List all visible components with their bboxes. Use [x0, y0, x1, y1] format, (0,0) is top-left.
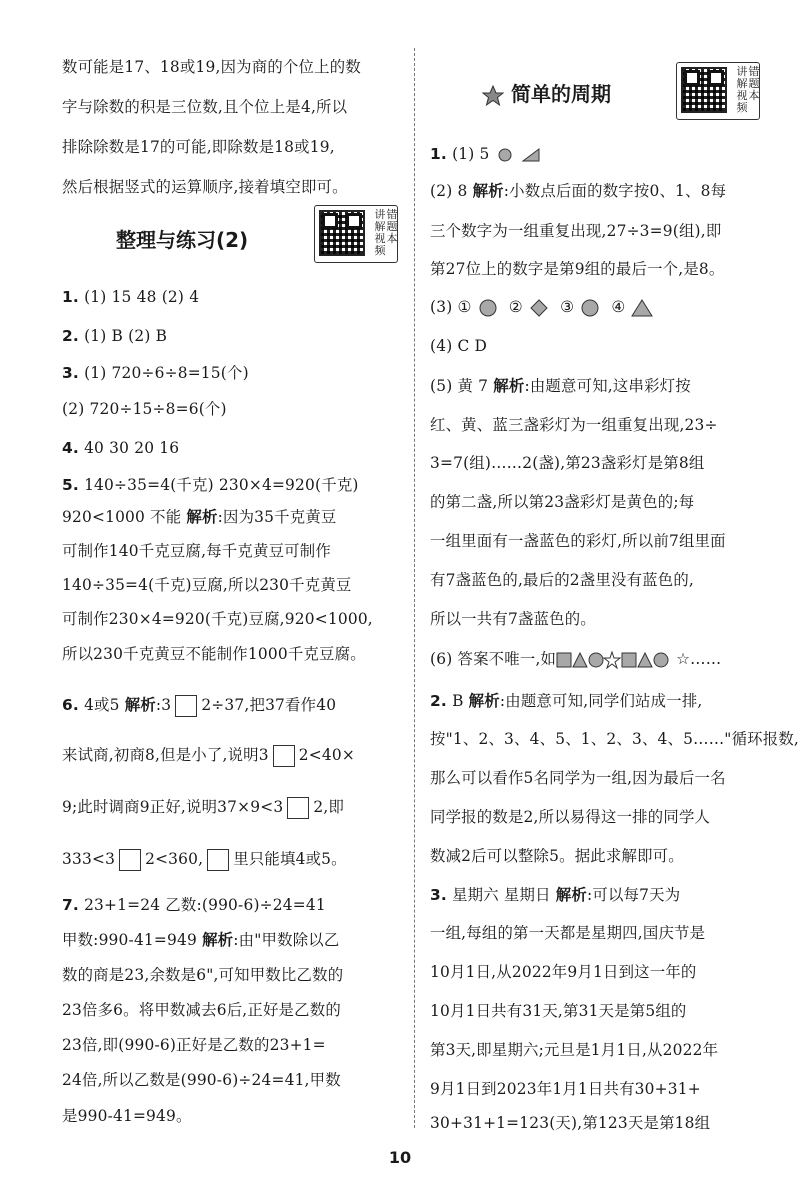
circle-icon — [477, 298, 499, 318]
analysis-line: 来试商,初商8,但是小了,说明3 2<40× — [62, 744, 355, 767]
analysis-line: 一组,每组的第一天都是星期四,国庆节是 — [430, 924, 706, 942]
answer-line: 6. 4或5 解析:3 2÷37,把37看作40 — [62, 694, 336, 717]
analysis-line: 9;此时调商9正好,说明37×9<3 2,即 — [62, 796, 344, 819]
section-title: 整理与练习(2) — [116, 228, 249, 252]
answer-line: 5. 140÷35=4(千克) 230×4=920(千克) — [62, 476, 359, 494]
answer-line: 3. (1) 720÷6÷8=15(个) — [62, 364, 249, 382]
star-icon — [482, 85, 504, 107]
qr-code-box[interactable] — [676, 62, 760, 120]
answer-line: 920<1000 不能 解析:因为35千克黄豆 — [62, 508, 337, 526]
answer-line: 2. (1) B (2) B — [62, 327, 168, 345]
triangle-icon — [630, 298, 654, 318]
analysis-line: 是990-41=949。 — [62, 1107, 192, 1125]
blank-box — [175, 695, 197, 717]
intro-line: 排除除数是17的可能,即除数是18或19, — [62, 138, 335, 156]
answer-line: 7. 23+1=24 乙数:(990-6)÷24=41 — [62, 896, 326, 914]
analysis-line: 23倍多6。将甲数减去6后,正好是乙数的 — [62, 1001, 341, 1019]
answer-line: (4) C D — [430, 337, 488, 355]
analysis-line: 30+31+1=123(天),第123天是第18组 — [430, 1114, 711, 1132]
analysis-line: 140÷35=4(千克)豆腐,所以230千克黄豆 — [62, 576, 352, 594]
analysis-line: 的第二盏,所以第23盏彩灯是黄色的;每 — [430, 493, 695, 511]
answer-line: (6) 答案不唯一,如 ☆…… — [430, 650, 722, 668]
answer-line: 3. 星期六 星期日 解析:可以每7天为 — [430, 886, 681, 904]
triangle-icon — [520, 147, 542, 163]
circle-icon — [495, 147, 515, 163]
analysis-line: 按"1、2、3、4、5、1、2、3、4、5……"循环报数, — [430, 730, 800, 748]
analysis-line: 那么可以看作5名同学为一组,因为最后一名 — [430, 769, 726, 787]
diamond-icon — [528, 298, 550, 318]
analysis-line: 同学报的数是2,所以易得这一排的同学人 — [430, 808, 711, 826]
analysis-line: 可制作140千克豆腐,每千克黄豆可制作 — [62, 542, 331, 560]
analysis-line: 一组里面有一盏蓝色的彩灯,所以前7组里面 — [430, 532, 726, 550]
qr-label: 讲 解 视 频 — [374, 208, 386, 257]
answer-line: (3) ① ② ③ ④ — [430, 296, 654, 318]
analysis-line: 23倍,即(990-6)正好是乙数的23+1= — [62, 1036, 326, 1054]
answer-line: (2) 720÷15÷8=6(个) — [62, 400, 227, 418]
qr-code-icon — [319, 210, 365, 256]
analysis-line: 数的商是23,余数是6",可知甲数比乙数的 — [62, 966, 344, 984]
analysis-line: 所以230千克黄豆不能制作1000千克豆腐。 — [62, 645, 366, 663]
qr-code-box[interactable] — [314, 205, 398, 263]
analysis-line: 10月1日共有31天,第31天是第5组的 — [430, 1002, 687, 1020]
analysis-line: 3=7(组)……2(盏),第23盏彩灯是第8组 — [430, 454, 705, 472]
answer-line: 2. B 解析:由题意可知,同学们站成一排, — [430, 692, 703, 710]
qr-label: 错 题 本 — [748, 65, 760, 102]
analysis-line: 24倍,所以乙数是(990-6)÷24=41,甲数 — [62, 1071, 341, 1089]
analysis-line: 有7盏蓝色的,最后的2盏里没有蓝色的, — [430, 571, 695, 589]
intro-line: 字与除数的积是三位数,且个位上是4,所以 — [62, 98, 348, 116]
analysis-line: 数减2后可以整除5。据此求解即可。 — [430, 847, 684, 865]
circle-icon — [579, 298, 601, 318]
analysis-line: 9月1日到2023年1月1日共有30+31+ — [430, 1080, 701, 1098]
analysis-line: 第3天,即星期六;元旦是1月1日,从2022年 — [430, 1041, 719, 1059]
shape-sequence-icon — [556, 651, 676, 669]
column-divider — [414, 48, 415, 1128]
analysis-line: 可制作230×4=920(千克)豆腐,920<1000, — [62, 610, 373, 628]
intro-line: 然后根据竖式的运算顺序,接着填空即可。 — [62, 178, 348, 196]
analysis-line: 333<3 2<360, 里只能填4或5。 — [62, 848, 347, 871]
analysis-line: 第27位上的数字是第9组的最后一个,是8。 — [430, 260, 725, 278]
analysis-line: 所以一共有7盏蓝色的。 — [430, 610, 596, 628]
qr-label: 讲 解 视 频 — [736, 65, 748, 114]
blank-box — [287, 797, 309, 819]
analysis-line: 红、黄、蓝三盏彩灯为一组重复出现,23÷ — [430, 416, 718, 434]
answer-line: 甲数:990-41=949 解析:由"甲数除以乙 — [62, 931, 340, 949]
qr-label: 错 题 本 — [386, 208, 398, 245]
analysis-line: 三个数字为一组重复出现,27÷3=9(组),即 — [430, 222, 722, 240]
section-title: 简单的周期 — [482, 78, 611, 107]
intro-line: 数可能是17、18或19,因为商的个位上的数 — [62, 58, 361, 76]
answer-line: (5) 黄 7 解析:由题意可知,这串彩灯按 — [430, 377, 691, 395]
blank-box — [273, 745, 295, 767]
page-number: 10 — [388, 1148, 412, 1167]
answer-line: 1. (1) 5 — [430, 143, 542, 165]
blank-box — [207, 849, 229, 871]
answer-line: 1. (1) 15 48 (2) 4 — [62, 288, 200, 306]
blank-box — [119, 849, 141, 871]
answer-line: 4. 40 30 20 16 — [62, 439, 180, 457]
analysis-line: 10月1日,从2022年9月1日到这一年的 — [430, 963, 697, 981]
qr-code-icon — [681, 67, 727, 113]
answer-line: (2) 8 解析:小数点后面的数字按0、1、8每 — [430, 182, 727, 200]
